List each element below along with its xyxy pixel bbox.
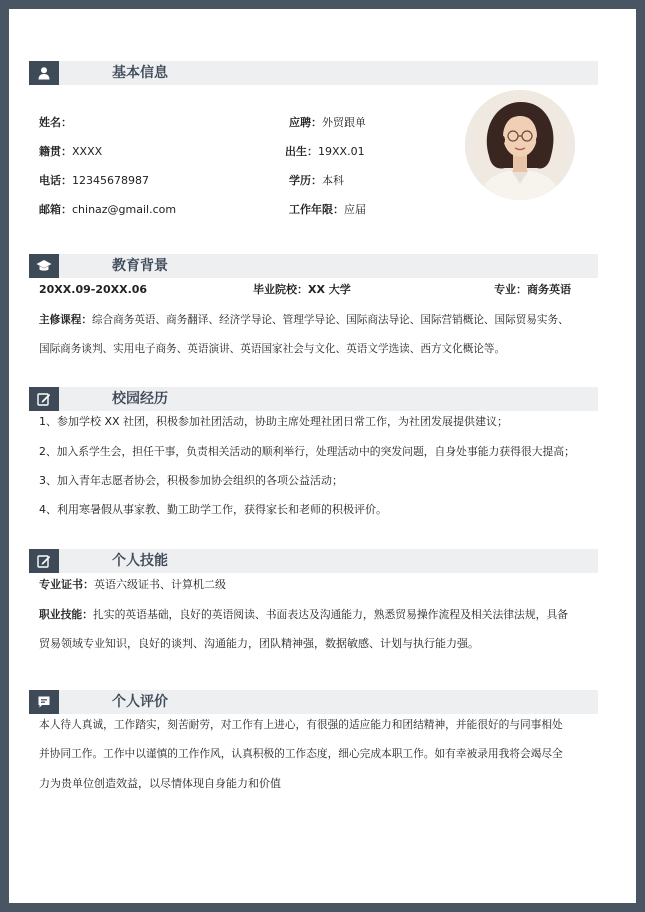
birth-label: 出生：	[285, 145, 318, 158]
edit-icon	[29, 387, 59, 411]
cert-value: 英语六级证书、计算机二级	[94, 578, 226, 591]
phone-row	[39, 173, 149, 189]
apply-value: 外贸跟单	[322, 116, 366, 129]
section-title-skills: 个人技能	[112, 553, 168, 569]
section-title-basic: 基本信息	[112, 65, 168, 81]
evaluation-line-2: 并协同工作。工作中以谨慎的工作作风，认真积极的工作态度，细心完成本职工作。如有幸被录用我将会竭尽全	[39, 747, 563, 760]
cert-row	[39, 577, 226, 593]
degree-label: 学历：	[289, 174, 322, 187]
origin-row	[39, 144, 102, 160]
degree-value: 本科	[322, 174, 344, 187]
major-value: 商务英语	[527, 283, 571, 296]
edit-icon	[29, 549, 59, 573]
origin-label: 籍贯：	[39, 145, 72, 158]
years-label: 工作年限：	[289, 203, 344, 216]
origin-value: XXXX	[72, 145, 103, 158]
school-label: 毕业院校：	[253, 283, 308, 296]
apply-label: 应聘：	[289, 116, 322, 129]
cert-label: 专业证书：	[39, 578, 94, 591]
skill-label: 职业技能：	[39, 608, 93, 621]
campus-item: 2、加入系学生会，担任干事，负责相关活动的顺利举行，处理活动中的突发问题，自身处事能力获得很大提高；	[39, 445, 575, 458]
section-header-evaluation	[29, 690, 598, 714]
email-label: 邮箱：	[39, 203, 72, 216]
major-row	[494, 282, 571, 298]
section-header-education	[29, 254, 598, 278]
courses-line-1	[39, 312, 569, 328]
email-row	[39, 202, 176, 218]
skill-line-1	[39, 607, 568, 623]
major-label: 专业：	[494, 283, 527, 296]
apply-row	[289, 115, 366, 131]
education-period: 20XX.09-20XX.06	[39, 283, 148, 296]
comment-icon	[29, 690, 59, 714]
section-header-skills	[29, 549, 598, 573]
years-row	[289, 202, 366, 218]
evaluation-line-1: 本人待人真诚，工作踏实，刻苦耐劳，对工作有上进心，有很强的适应能力和团结精神，并能很好的与同事相处	[39, 718, 563, 731]
phone-value: 12345678987	[72, 174, 149, 187]
section-title-campus: 校园经历	[112, 391, 168, 407]
degree-row	[289, 173, 344, 189]
campus-item: 1、参加学校 XX 社团，积极参加社团活动，协助主席处理社团日常工作，为社团发展提供建议；	[39, 415, 509, 428]
name-label: 姓名：	[39, 116, 72, 129]
courses-label: 主修课程：	[39, 314, 92, 326]
section-header-campus	[29, 387, 598, 411]
campus-item: 3、加入青年志愿者协会，积极参加协会组织的各项公益活动；	[39, 474, 343, 487]
campus-item: 4、利用寒暑假从事家教、勤工助学工作，获得家长和老师的积极评价。	[39, 503, 387, 516]
school-row	[253, 282, 351, 298]
courses-text-1: 综合商务英语、商务翻译、经济学导论、管理学导论、国际商法导论、国际营销概论、国际贸易实务、	[91, 314, 569, 326]
person-icon	[29, 61, 59, 85]
section-header-basic	[29, 61, 598, 85]
school-value: XX 大学	[308, 283, 351, 296]
phone-label: 电话：	[39, 174, 72, 187]
graduation-cap-icon	[29, 254, 59, 278]
birth-value: 19XX.01	[318, 145, 365, 158]
evaluation-line-3: 力为贵单位创造效益，以尽情体现自身能力和价值	[39, 777, 281, 790]
email-value: chinaz@gmail.com	[72, 203, 177, 216]
section-title-evaluation: 个人评价	[112, 694, 168, 710]
name-row	[39, 115, 72, 131]
profile-photo	[465, 90, 575, 200]
skill-text-1: 扎实的英语基础，良好的英语阅读、书面表达及沟通能力，熟悉贸易操作流程及相关法律法规，具备	[92, 608, 569, 621]
years-value: 应届	[344, 203, 366, 216]
birth-row	[285, 144, 365, 160]
skill-line-2: 贸易领域专业知识，良好的谈判、沟通能力，团队精神强，数据敏感、计划与执行能力强。	[39, 637, 479, 650]
section-title-education: 教育背景	[112, 258, 168, 274]
courses-line-2: 国际商务谈判、实用电子商务、英语演讲、英语国家社会与文化、英语文学选读、西方文化概论等。	[39, 343, 506, 355]
